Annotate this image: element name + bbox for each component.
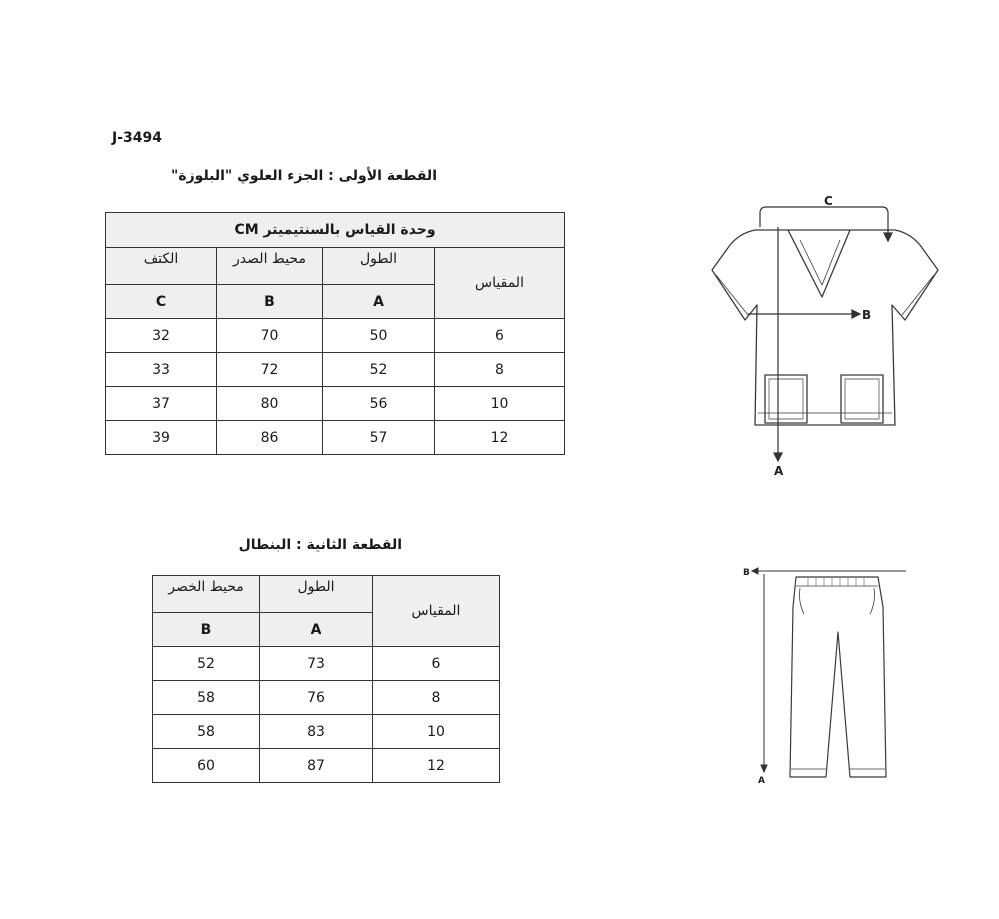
shirt-outline xyxy=(712,230,938,425)
column-label-row xyxy=(153,576,500,613)
column-label-length: الطول xyxy=(323,248,435,285)
pocket-left xyxy=(765,375,807,423)
cell-shoulder: 39 xyxy=(106,421,217,455)
cell-length: 52 xyxy=(323,353,435,387)
bottom-measurement-diagram xyxy=(738,562,918,792)
bottom-piece-title: القطعة الثانية : البنطال xyxy=(238,537,402,553)
size-column-label: المقياس xyxy=(435,248,565,319)
table-row xyxy=(153,681,500,715)
pants-outline xyxy=(790,577,886,777)
table-row xyxy=(153,715,500,749)
cell-size: 12 xyxy=(435,421,565,455)
cell-waist: 60 xyxy=(153,749,260,783)
table-row xyxy=(106,319,565,353)
unit-header-row xyxy=(106,213,565,248)
column-letter-a: A xyxy=(260,613,373,647)
cell-length: 50 xyxy=(323,319,435,353)
column-label-length: الطول xyxy=(260,576,373,613)
cell-waist: 58 xyxy=(153,681,260,715)
column-letter-c: C xyxy=(106,285,217,319)
cell-size: 8 xyxy=(435,353,565,387)
table-row xyxy=(106,421,565,455)
top-measurement-diagram xyxy=(700,185,960,485)
cell-length: 73 xyxy=(260,647,373,681)
label-a: A xyxy=(758,776,765,786)
size-column-label: المقياس xyxy=(373,576,500,647)
arrow-a-head xyxy=(774,453,782,461)
column-label-row xyxy=(106,248,565,285)
product-code: J-3494 xyxy=(112,130,162,146)
cell-size: 8 xyxy=(373,681,500,715)
cell-length: 87 xyxy=(260,749,373,783)
cell-size: 6 xyxy=(373,647,500,681)
cell-shoulder: 37 xyxy=(106,387,217,421)
waist-gathers xyxy=(808,578,864,586)
table-row xyxy=(153,647,500,681)
pocket-left xyxy=(800,588,805,614)
column-letter-a: A xyxy=(323,285,435,319)
cell-size: 10 xyxy=(373,715,500,749)
cell-chest: 80 xyxy=(217,387,323,421)
label-a: A xyxy=(774,464,784,478)
cell-shoulder: 32 xyxy=(106,319,217,353)
column-letter-b: B xyxy=(217,285,323,319)
pocket-right xyxy=(841,375,883,423)
cell-size: 6 xyxy=(435,319,565,353)
cell-size: 10 xyxy=(435,387,565,421)
arrow-c-line xyxy=(760,207,888,235)
arrow-a-head xyxy=(761,765,767,772)
cell-size: 12 xyxy=(373,749,500,783)
table-row xyxy=(153,749,500,783)
cell-waist: 58 xyxy=(153,715,260,749)
table-row xyxy=(106,387,565,421)
label-b: B xyxy=(743,568,750,578)
top-size-table xyxy=(105,212,565,455)
column-label-waist: محيط الخصر xyxy=(153,576,260,613)
pocket-right xyxy=(870,588,875,614)
cell-chest: 86 xyxy=(217,421,323,455)
cell-shoulder: 33 xyxy=(106,353,217,387)
arrow-c-head xyxy=(884,233,892,241)
label-b: B xyxy=(862,308,872,322)
cell-length: 83 xyxy=(260,715,373,749)
label-c: C xyxy=(824,194,833,208)
unit-header: وحدة القياس بالسنتيميتر CM xyxy=(106,213,565,248)
bottom-size-table xyxy=(152,575,500,783)
v-neck-inner xyxy=(800,240,840,285)
arrow-b-head xyxy=(852,310,860,318)
cell-length: 57 xyxy=(323,421,435,455)
cell-chest: 70 xyxy=(217,319,323,353)
cell-length: 56 xyxy=(323,387,435,421)
sleeve-hem-right xyxy=(902,275,934,315)
cell-waist: 52 xyxy=(153,647,260,681)
cell-length: 76 xyxy=(260,681,373,715)
sleeve-hem-left xyxy=(716,275,748,315)
cell-chest: 72 xyxy=(217,353,323,387)
table-row xyxy=(106,353,565,387)
arrow-b-head xyxy=(752,568,758,574)
top-piece-title: القطعة الأولى : الجزء العلوي "البلوزة" xyxy=(171,168,437,184)
column-label-chest: محيط الصدر xyxy=(217,248,323,285)
column-label-shoulder: الكتف xyxy=(106,248,217,285)
column-letter-b: B xyxy=(153,613,260,647)
v-neck xyxy=(788,230,850,297)
